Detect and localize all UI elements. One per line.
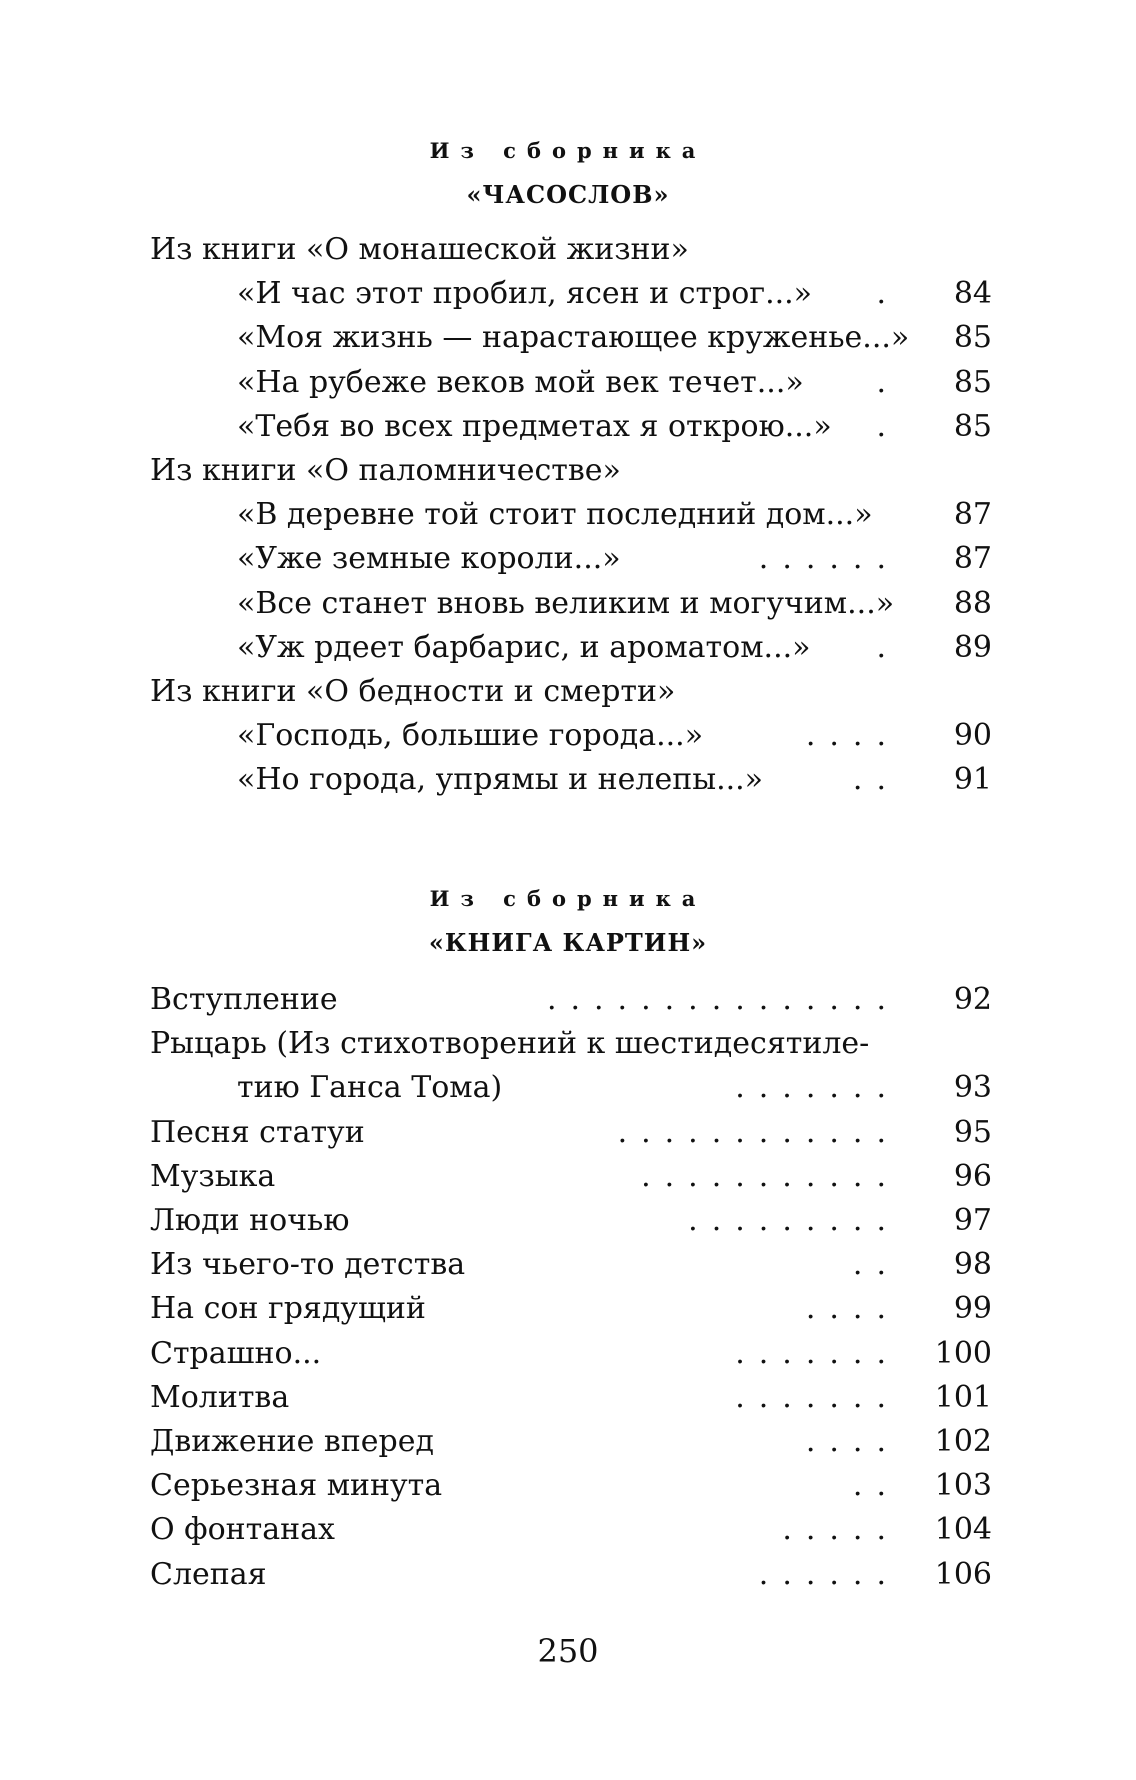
dot-leader: .... xyxy=(805,1424,900,1459)
dot-leader: .. xyxy=(852,1468,900,1504)
toc-entry-title: Из книги «О монашеской жизни» xyxy=(150,232,689,267)
section-title: «КНИГА КАРТИН» xyxy=(428,928,708,957)
dot-leader: .. xyxy=(852,1247,900,1283)
toc-entry-page: 98 xyxy=(953,1247,992,1283)
toc-entry-title: «Уж рдеет барбарис, и ароматом...» xyxy=(237,629,811,665)
toc-entry xyxy=(0,582,992,626)
toc-entry-page: 102 xyxy=(934,1424,992,1459)
toc-entry-page: 93 xyxy=(953,1070,992,1106)
toc-entry-title: Люди ночью xyxy=(150,1203,350,1238)
dot-leader: ......... xyxy=(688,1203,900,1238)
dot-leader: ...... xyxy=(758,541,900,577)
dot-leader: . xyxy=(876,364,900,400)
toc-entry-title: «В деревне той стоит последний дом...» xyxy=(237,497,873,533)
toc-entry-title: Песня статуи xyxy=(150,1114,365,1150)
toc-entry xyxy=(0,1464,992,1508)
toc-entry-page: 87 xyxy=(953,541,992,577)
dot-leader: .... xyxy=(805,1291,900,1327)
toc-entry xyxy=(0,361,992,405)
toc-entry xyxy=(0,978,992,1022)
toc-entry xyxy=(0,1066,992,1110)
toc-entry-title: Молитва xyxy=(150,1379,290,1415)
dot-leader: . xyxy=(876,629,900,665)
dot-leader: . xyxy=(876,276,900,312)
toc-entry-title: Музыка xyxy=(150,1158,276,1194)
toc-entry xyxy=(0,405,992,449)
toc-entry xyxy=(0,449,992,493)
toc-entry xyxy=(0,758,992,802)
dot-leader: ....... xyxy=(735,1379,900,1415)
toc-entry-page: 95 xyxy=(953,1114,992,1150)
toc-entry xyxy=(0,1243,992,1287)
toc-entry xyxy=(0,670,992,714)
toc-entry xyxy=(0,1420,992,1464)
toc-entry-title: Слепая xyxy=(150,1556,267,1592)
dot-leader: ....... xyxy=(735,1070,900,1106)
toc-entry-page: 85 xyxy=(953,320,992,356)
toc-entry-page: 103 xyxy=(934,1468,992,1504)
toc-entry-title: Серьезная минута xyxy=(150,1468,443,1504)
dot-leader: . xyxy=(876,408,900,444)
toc-entry xyxy=(0,1199,992,1243)
toc-entry-title: Из книги «О паломничестве» xyxy=(150,453,621,488)
dot-leader: ............... xyxy=(546,982,900,1017)
toc-entry xyxy=(0,1553,992,1597)
dot-leader: ...... xyxy=(758,1556,900,1592)
toc-entry-page: 91 xyxy=(953,762,992,798)
section-kicker: Из сборника xyxy=(429,138,707,163)
dot-leader: .. xyxy=(852,762,900,798)
toc-entry-page: 88 xyxy=(953,585,992,621)
dot-leader: ....... xyxy=(735,1335,900,1371)
toc-entry-title: «На рубеже веков мой век течет...» xyxy=(237,364,804,400)
toc-entry-title: Вступление xyxy=(150,982,338,1017)
toc-entry-page: 101 xyxy=(934,1379,992,1415)
toc-entry-title: Из книги «О бедности и смерти» xyxy=(150,674,676,709)
toc-entry xyxy=(0,228,992,272)
toc-entry-title: «Все станет вновь великим и могучим...» xyxy=(237,585,895,621)
section-title: «ЧАСОСЛОВ» xyxy=(466,180,670,209)
toc-entry xyxy=(0,493,992,537)
toc-entry xyxy=(0,714,992,758)
toc-entry-page: 99 xyxy=(953,1291,992,1327)
dot-leader: ..... xyxy=(782,1512,900,1548)
toc-entry-page: 92 xyxy=(953,982,992,1017)
section-kicker: Из сборника xyxy=(429,886,707,911)
toc-entry-page: 84 xyxy=(953,276,992,312)
toc-entry-page: 90 xyxy=(953,718,992,754)
toc-entry-title: «Моя жизнь — нарастающее круженье...» xyxy=(237,320,910,356)
dot-leader: ........... xyxy=(641,1158,900,1194)
toc-entry-title: «Но города, упрямы и нелепы...» xyxy=(237,762,764,798)
toc-entry xyxy=(0,1376,992,1420)
toc-entry xyxy=(0,316,992,360)
toc-entry-title: Движение вперед xyxy=(150,1424,434,1459)
toc-entry-page: 97 xyxy=(953,1203,992,1238)
toc-entry-page: 87 xyxy=(953,497,992,533)
toc-entry-title: Из чьего-то детства xyxy=(150,1247,466,1283)
toc-entry-page: 104 xyxy=(934,1512,992,1548)
toc-entry-page: 100 xyxy=(934,1335,992,1371)
toc-entry xyxy=(0,1022,992,1066)
dot-leader: ............ xyxy=(617,1114,900,1150)
toc-entry-title: На сон грядущий xyxy=(150,1291,426,1327)
toc-entry-page: 85 xyxy=(953,364,992,400)
toc-entry xyxy=(0,1508,992,1552)
toc-entry-title: тию Ганса Тома) xyxy=(237,1070,503,1106)
toc-entry-page: 96 xyxy=(953,1158,992,1194)
toc-entry-title: Страшно... xyxy=(150,1335,322,1371)
toc-entry xyxy=(0,1111,992,1155)
toc-entry xyxy=(0,1332,992,1376)
toc-entry-page: 85 xyxy=(953,408,992,444)
toc-entry-page: 89 xyxy=(953,629,992,665)
toc-entry-page: 106 xyxy=(934,1556,992,1592)
toc-entry-title: «Господь, большие города...» xyxy=(237,718,704,754)
page-number: 250 xyxy=(537,1632,599,1670)
toc-entry-title: Рыцарь (Из стихотворений к шестидесятиле- xyxy=(150,1026,870,1062)
toc-entry xyxy=(0,272,992,316)
toc-entry xyxy=(0,626,992,670)
dot-leader: .... xyxy=(805,718,900,754)
toc-entry xyxy=(0,1155,992,1199)
toc-entry-title: «Уже земные короли...» xyxy=(237,541,621,577)
toc-entry-title: «И час этот пробил, ясен и строг...» xyxy=(237,276,813,312)
toc-entry-title: «Тебя во всех предметах я открою...» xyxy=(237,408,832,444)
toc-entry xyxy=(0,1287,992,1331)
toc-entry xyxy=(0,537,992,581)
toc-entry-title: О фонтанах xyxy=(150,1512,335,1548)
